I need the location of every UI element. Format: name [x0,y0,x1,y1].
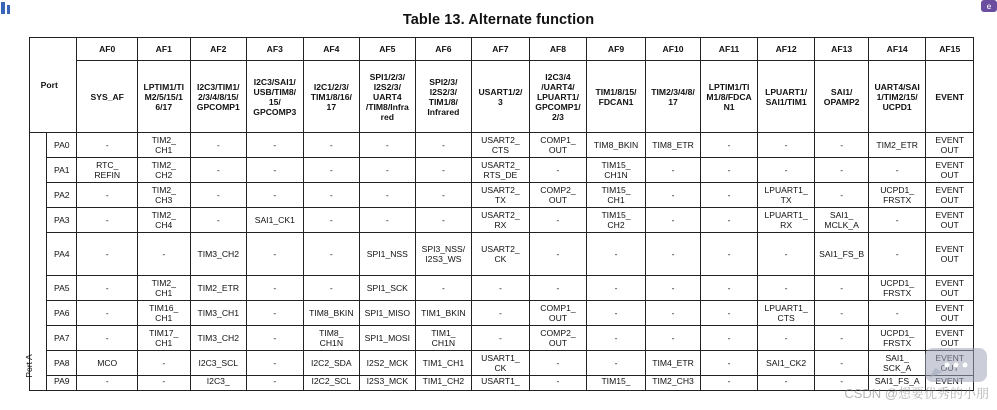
af-cell: USART2_ TX [472,183,530,208]
af-cell: - [472,326,530,351]
pin-name: PA4 [47,233,77,276]
af-cell: - [868,158,926,183]
af-cell: - [77,376,138,391]
table-row [30,326,974,351]
table-row [30,376,974,391]
af-description-5: SPI1/2/3/ I2S2/3/ UART4 /TIM8/Infra red [360,61,416,133]
af-cell: - [529,376,587,391]
af-cell: LPUART1_ TX [757,183,815,208]
af-cell: - [701,301,758,326]
af-cell: - [529,351,587,376]
af-cell: SAI1_ SCK_A [868,351,926,376]
table-row [30,183,974,208]
af-cell: SAI1_FS_B [815,233,869,276]
pin-name: PA6 [47,301,77,326]
af-cell: - [701,376,758,391]
af-cell: COMP2_ OUT [529,183,587,208]
af-cell: - [138,233,191,276]
af-header-8: AF8 [529,38,587,61]
af-cell: USART2_ CTS [472,133,530,158]
af-cell: I2C3_SCL [190,351,247,376]
af-cell: SPI1_MISO [360,301,416,326]
pin-name: PA5 [47,276,77,301]
af-cell: TIM3_CH2 [190,326,247,351]
af-cell: TIM15_ CH2 [587,208,646,233]
af-cell: I2C2_SDA [303,351,360,376]
af-cell: MCO [77,351,138,376]
af-cell: - [701,233,758,276]
table-header [30,38,974,133]
af-description-9: TIM1/8/15/ FDCAN1 [587,61,646,133]
af-cell: - [77,208,138,233]
table-row [30,158,974,183]
af-cell: - [247,233,304,276]
af-cell: - [529,208,587,233]
af-cell: EVENT OUT [926,208,974,233]
af-cell: - [247,351,304,376]
af-cell: EVENT OUT [926,158,974,183]
af-cell: - [815,301,869,326]
af-header-4: AF4 [303,38,360,61]
table-row [30,301,974,326]
af-cell: TIM2_ CH2 [138,158,191,183]
af-description-14: UART4/SAI 1/TIM2/15/ UCPD1 [868,61,926,133]
af-cell: - [645,301,701,326]
af-cell: USART1_ CK [472,351,530,376]
pin-name: PA8 [47,351,77,376]
af-cell: - [701,183,758,208]
af-header-5: AF5 [360,38,416,61]
chat-bubble-icon[interactable] [925,348,987,382]
alternate-function-table [24,37,974,391]
table-row [30,233,974,276]
af-cell: - [303,276,360,301]
af-cell: TIM8_ CH1N [303,326,360,351]
af-cell: TIM2_ CH1 [138,133,191,158]
af-header-10: AF10 [645,38,701,61]
af-cell: - [77,233,138,276]
af-header-14: AF14 [868,38,926,61]
af-header-1: AF1 [138,38,191,61]
af-cell: - [701,351,758,376]
af-cell: TIM16_ CH1 [138,301,191,326]
af-description-10: TIM2/3/4/8/ 17 [645,61,701,133]
table-row [30,351,974,376]
af-cell: - [645,158,701,183]
af-cell: SAI1_FS_A [868,376,926,391]
af-cell: I2C2_SCL [303,376,360,391]
af-cell: - [415,158,472,183]
af-cell: TIM2_ETR [868,133,926,158]
af-cell: TIM4_ETR [645,351,701,376]
table-caption: Table 13. Alternate function [402,12,595,28]
af-cell: LPUART1_ CTS [757,301,815,326]
af-description-2: I2C3/TIM1/ 2/3/4/8/15/ GPCOMP1 [190,61,247,133]
af-description-12: LPUART1/ SAI1/TIM1 [757,61,815,133]
af-cell: - [247,301,304,326]
af-cell: TIM15_ CH1N [587,158,646,183]
af-description-8: I2C3/4 /UART4/ LPUART1/ GPCOMP1/ 2/3 [529,61,587,133]
port-group-label [24,133,47,391]
af-cell: - [645,233,701,276]
af-cell: - [303,183,360,208]
af-cell: COMP1_ OUT [529,301,587,326]
af-cell: - [587,233,646,276]
af-cell: - [587,276,646,301]
af-cell: - [303,233,360,276]
af-cell: - [701,133,758,158]
af-cell: TIM2_ CH4 [138,208,191,233]
af-cell: - [415,183,472,208]
af-cell: TIM1_CH2 [415,376,472,391]
af-header-2: AF2 [190,38,247,61]
pin-name: PA3 [47,208,77,233]
af-cell: COMP1_ OUT [529,133,587,158]
af-cell: - [587,301,646,326]
table-row [30,133,974,158]
af-cell: - [757,133,815,158]
af-cell: - [815,133,869,158]
af-cell: UCPD1_ FRSTX [868,183,926,208]
af-cell: - [247,183,304,208]
af-cell: - [415,133,472,158]
svg-text:e: e [986,2,992,11]
af-cell: TIM15_ [587,376,646,391]
af-cell: - [645,183,701,208]
af-cell: - [701,326,758,351]
af-cell: USART1_ [472,376,530,391]
af-cell: - [815,158,869,183]
af-cell: - [77,326,138,351]
table-row [30,208,974,233]
af-description-3: I2C3/SAI1/ USB/TIM8/ 15/ GPCOMP3 [247,61,304,133]
watermark: CSDN @想要优秀的小朋 [844,386,989,401]
af-header-15: AF15 [926,38,974,61]
af-cell: EVENT OUT [926,326,974,351]
af-cell: - [868,301,926,326]
af-cell: - [190,133,247,158]
af-cell: TIM2_ETR [190,276,247,301]
af-description-0: SYS_AF [77,61,138,133]
af-cell: EVENT OUT [926,133,974,158]
af-cell: - [77,301,138,326]
af-cell: TIM2_CH3 [645,376,701,391]
af-cell: - [757,326,815,351]
af-description-1: LPTIM1/TI M2/5/15/1 6/17 [138,61,191,133]
af-cell: TIM15_ CH1 [587,183,646,208]
af-cell: - [303,208,360,233]
af-cell: - [815,326,869,351]
af-cell: - [529,233,587,276]
af-description-15: EVENT [926,61,974,133]
af-cell: - [415,208,472,233]
pin-name: PA7 [47,326,77,351]
af-cell: - [815,376,869,391]
af-cell: - [415,276,472,301]
af-cell: COMP2_ OUT [529,326,587,351]
af-cell: TIM1_BKIN [415,301,472,326]
af-cell: TIM8_BKIN [587,133,646,158]
af-cell: SPI1_SCK [360,276,416,301]
af-cell: - [757,376,815,391]
af-cell: SPI1_NSS [360,233,416,276]
af-header-7: AF7 [472,38,530,61]
af-cell: I2S3_MCK [360,376,416,391]
af-cell: RTC_ REFIN [77,158,138,183]
af-cell: - [757,233,815,276]
pin-name: PA2 [47,183,77,208]
af-cell: - [587,351,646,376]
af-cell: TIM3_CH1 [190,301,247,326]
af-cell: - [138,376,191,391]
af-cell: USART2_ RX [472,208,530,233]
af-cell: - [247,158,304,183]
af-cell: EVENT OUT [926,233,974,276]
af-cell: TIM8_BKIN [303,301,360,326]
af-cell: UCPD1_ FRSTX [868,276,926,301]
af-cell: - [472,276,530,301]
af-cell: - [757,276,815,301]
af-cell: TIM17_ CH1 [138,326,191,351]
af-cell: TIM1_CH1 [415,351,472,376]
table-row [30,276,974,301]
af-description-4: I2C1/2/3/ TIM1/8/16/ 17 [303,61,360,133]
af-cell: - [77,183,138,208]
af-header-11: AF11 [701,38,758,61]
af-cell: - [529,158,587,183]
af-cell: - [701,158,758,183]
af-header-9: AF9 [587,38,646,61]
af-cell: USART2_ CK [472,233,530,276]
af-cell: TIM8_ETR [645,133,701,158]
af-cell: SPI3_NSS/ I2S3_WS [415,233,472,276]
af-cell: - [701,276,758,301]
af-cell: TIM1_ CH1N [415,326,472,351]
af-description-7: USART1/2/ 3 [472,61,530,133]
af-cell: SPI1_MOSI [360,326,416,351]
af-cell: - [645,276,701,301]
table-body [24,133,974,391]
af-cell: SAI1_CK2 [757,351,815,376]
af-cell: - [360,158,416,183]
af-cell: TIM2_ CH1 [138,276,191,301]
af-cell: - [303,133,360,158]
af-cell: LPUART1_ RX [757,208,815,233]
af-header-13: AF13 [815,38,869,61]
af-cell: - [138,351,191,376]
af-cell: - [303,158,360,183]
af-cell: - [190,183,247,208]
af-cell: TIM3_CH2 [190,233,247,276]
af-cell: USART2_ RTS_DE [472,158,530,183]
af-cell: - [529,276,587,301]
af-cell: - [587,326,646,351]
af-cell: - [360,183,416,208]
af-cell: - [701,208,758,233]
af-cell: - [77,276,138,301]
af-cell: - [815,351,869,376]
af-cell: - [645,326,701,351]
af-header-6: AF6 [415,38,472,61]
af-header-0: AF0 [77,38,138,61]
port-group-text: Port A [24,354,34,378]
af-cell: - [472,301,530,326]
af-description-11: LPTIM1/TI M1/8/FDCA N1 [701,61,758,133]
af-cell: - [757,158,815,183]
af-cell: - [360,208,416,233]
af-cell: EVENT OUT [926,183,974,208]
af-cell: SAI1_CK1 [247,208,304,233]
port-header: Port [30,38,77,133]
pin-name: PA1 [47,158,77,183]
af-header-3: AF3 [247,38,304,61]
af-cell: - [645,208,701,233]
af-cell: TIM2_ CH3 [138,183,191,208]
af-cell: - [77,133,138,158]
af-cell: - [247,276,304,301]
af-cell: EVENT OUT [926,301,974,326]
af-cell: - [247,376,304,391]
af-cell: - [815,183,869,208]
af-cell: - [247,133,304,158]
af-header-12: AF12 [757,38,815,61]
af-cell: UCPD1_ FRSTX [868,326,926,351]
af-cell: EVENT OUT [926,276,974,301]
pin-name: PA9 [47,376,77,391]
af-cell: SAI1_ MCLK_A [815,208,869,233]
af-description-13: SAI1/ OPAMP2 [815,61,869,133]
af-cell: - [868,208,926,233]
af-cell: - [360,133,416,158]
af-cell: - [247,326,304,351]
af-cell: - [868,233,926,276]
pin-name: PA0 [47,133,77,158]
af-cell: - [815,276,869,301]
af-cell: I2S2_MCK [360,351,416,376]
af-cell: - [190,158,247,183]
af-cell: I2C3_ [190,376,247,391]
af-cell: - [190,208,247,233]
af-description-6: SPI2/3/ I2S2/3/ TIM1/8/ Infrared [415,61,472,133]
